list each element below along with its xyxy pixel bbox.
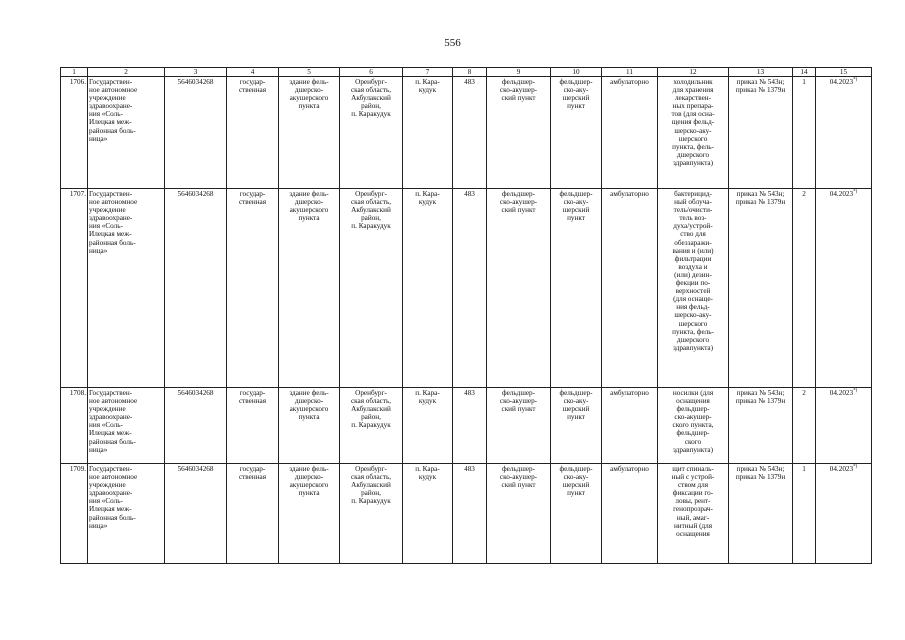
settlement-cell: п. Кара- кудук	[403, 464, 453, 564]
quantity-cell: 2	[793, 189, 816, 388]
legal-basis-cell: приказ № 543н; приказ № 1379н	[729, 77, 793, 189]
legal-basis-cell: приказ № 543н; приказ № 1379н	[729, 388, 793, 464]
settlement-cell: п. Кара- кудук	[403, 388, 453, 464]
population-cell: 483	[453, 77, 487, 189]
quantity-cell: 1	[793, 77, 816, 189]
settlement-cell: п. Кара- кудук	[403, 189, 453, 388]
address-cell: Оренбург- ская область, Акбулакский район, п. Каракудук	[340, 388, 403, 464]
date-cell	[816, 189, 872, 388]
organization-cell: Государствен- ное автономное учреждение здравоохране- ния «Соль- Илецкая меж- районная боль- ница»	[88, 388, 165, 464]
column-number: 10	[551, 68, 602, 77]
equipment-cell: носилки (для оснащения фельдшер- ско-акушер- ского пункта, фельдшер- ского здравпункта)	[658, 388, 729, 464]
column-number: 14	[793, 68, 816, 77]
quantity-cell: 2	[793, 388, 816, 464]
organization-cell: Государствен- ное автономное учреждение здравоохране- ния «Соль- Илецкая меж- районная боль- ница»	[88, 189, 165, 388]
table-row	[61, 464, 872, 564]
unit-type-cell: фельдшер- ско-акушер- ский пункт	[487, 189, 551, 388]
legal-basis-cell: приказ № 543н; приказ № 1379н	[729, 189, 793, 388]
equipment-cell: бактерицид- ный облуча- тель/очисти- тель воз- духа/устрой- ство для обеззаражи- вания и (или) фильтрации воздуха и (или) дезин- фекции по- верхностей (для оснаще- ния фельд- шерско-аку- шерского пункта, фель- дшерского здравпункта)	[658, 189, 729, 388]
population-cell: 483	[453, 464, 487, 564]
building-cell: здание фель- дшерско- акушерского пункта	[279, 77, 340, 189]
organization-cell: Государствен- ное автономное учреждение здравоохране- ния «Соль- Илецкая меж- районная боль- ница»	[88, 77, 165, 189]
inn-cell: 5646034268	[165, 77, 227, 189]
unit-type-cell: фельдшер- ско-акушер- ский пункт	[487, 388, 551, 464]
unit-type-cell: фельдшер- ско-акушер- ский пункт	[487, 77, 551, 189]
legal-basis-cell: приказ № 543н; приказ № 1379н	[729, 464, 793, 564]
column-number: 7	[403, 68, 453, 77]
date-cell	[816, 464, 872, 564]
registry-table	[60, 67, 872, 564]
column-number: 15	[816, 68, 872, 77]
column-number: 2	[88, 68, 165, 77]
address-cell: Оренбург- ская область, Акбулакский район, п. Каракудук	[340, 77, 403, 189]
care-type-cell: амбулаторно	[602, 189, 658, 388]
row-number: 1709.	[61, 464, 88, 564]
inn-cell: 5646034268	[165, 189, 227, 388]
column-number: 13	[729, 68, 793, 77]
date-value: 04.2023	[829, 78, 854, 86]
inn-cell: 5646034268	[165, 464, 227, 564]
column-number: 4	[227, 68, 279, 77]
date-value: 04.2023	[829, 465, 854, 473]
date-cell	[816, 77, 872, 189]
footnote-mark: *)	[853, 77, 858, 83]
address-cell: Оренбург- ская область, Акбулакский район, п. Каракудук	[340, 189, 403, 388]
population-cell: 483	[453, 189, 487, 388]
care-type-cell: амбулаторно	[602, 77, 658, 189]
building-cell: здание фель- дшерско- акушерского пункта	[279, 388, 340, 464]
row-number: 1706.	[61, 77, 88, 189]
column-number: 11	[602, 68, 658, 77]
care-type-cell: амбулаторно	[602, 388, 658, 464]
column-number: 9	[487, 68, 551, 77]
unit-kind-cell: фельдшер- ско-аку- шерский пункт	[551, 189, 602, 388]
date-cell	[816, 388, 872, 464]
unit-kind-cell: фельдшер- ско-аку- шерский пункт	[551, 388, 602, 464]
building-cell: здание фель- дшерско- акушерского пункта	[279, 464, 340, 564]
building-cell: здание фель- дшерско- акушерского пункта	[279, 189, 340, 388]
equipment-cell: холодильник для хранения лекарствен- ных препара- тов (для осна- щения фельд- шерско-аку- шерского пункта, фель- дшерского здравпункта)	[658, 77, 729, 189]
ownership-cell: государ- ственная	[227, 77, 279, 189]
care-type-cell: амбулаторно	[602, 464, 658, 564]
ownership-cell: государ- ственная	[227, 388, 279, 464]
date-value: 04.2023	[829, 389, 854, 397]
footnote-mark: *)	[853, 464, 858, 470]
unit-kind-cell: фельдшер- ско-аку- шерский пункт	[551, 464, 602, 564]
table-row	[61, 189, 872, 388]
row-number: 1708.	[61, 388, 88, 464]
ownership-cell: государ- ственная	[227, 464, 279, 564]
quantity-cell: 1	[793, 464, 816, 564]
column-number: 1	[61, 68, 88, 77]
inn-cell: 5646034268	[165, 388, 227, 464]
column-number: 3	[165, 68, 227, 77]
organization-cell: Государствен- ное автономное учреждение здравоохране- ния «Соль- Илецкая меж- районная боль- ница»	[88, 464, 165, 564]
address-cell: Оренбург- ская область, Акбулакский район, п. Каракудук	[340, 464, 403, 564]
footnote-mark: *)	[853, 388, 858, 394]
column-number: 5	[279, 68, 340, 77]
row-number: 1707.	[61, 189, 88, 388]
unit-kind-cell: фельдшер- ско-аку- шерский пункт	[551, 77, 602, 189]
settlement-cell: п. Кара- кудук	[403, 77, 453, 189]
ownership-cell: государ- ственная	[227, 189, 279, 388]
page-number: 556	[444, 37, 461, 49]
table-row	[61, 77, 872, 189]
table-row	[61, 388, 872, 464]
equipment-cell: щит спиналь- ный с устрой- ством для фиксации го- ловы, рент- генопрозрач- ный, амаг- нитный (для оснащения	[658, 464, 729, 564]
column-number-row	[61, 68, 872, 77]
footnote-mark: *)	[853, 189, 858, 195]
column-number: 6	[340, 68, 403, 77]
column-number: 12	[658, 68, 729, 77]
date-value: 04.2023	[829, 190, 854, 198]
population-cell: 483	[453, 388, 487, 464]
column-number: 8	[453, 68, 487, 77]
unit-type-cell: фельдшер- ско-акушер- ский пункт	[487, 464, 551, 564]
